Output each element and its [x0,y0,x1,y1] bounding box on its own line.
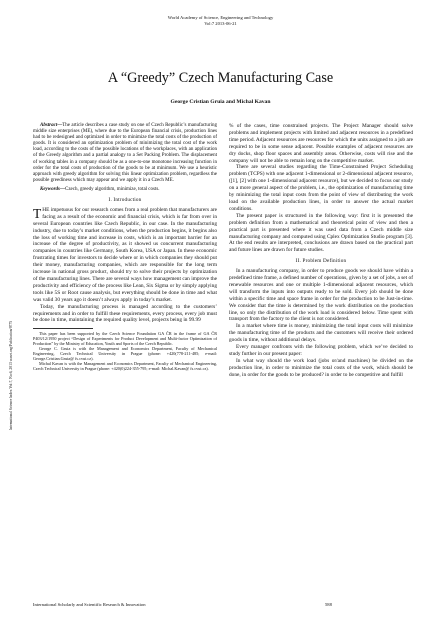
right-column [229,123,413,379]
right-paragraph-3: The present paper is structured in the following way: first it is presented the problem definition from a mathematical and theoretical point of view and then a practical part is presented where it was used data from a Czech middle size manufacturing company and computed using Cplex Optimization Studio program [3]. At the end results are interpreted, conclusions are drawn based on the practical part and future lines are drawn for future studies. [229,212,413,254]
abstract-label: Abstract— [40,123,63,128]
abstract-text: The article describes a case study on one of Czech Republic’s manufacturing middle size enterprises (ME), where due to the European financial crisis, production lines had to be redesigned and optimized in order to minimize the total costs of the production of goods. It is considered an optimization problem of minimizing the total cost of the work load, according to the costs of the possible locations of the workplaces, with an application of the Greedy algorithm and a partial analogy to a Set Packing Problem. The displacement of working tables in a company should be as a one-to-one monotone increasing function in order for the total costs of production of the goods to be at minimum. We use a heuristic approach with greedy algorithm for solving this linear optimization problem, regardless the possible greediness which may appear and we apply it in a Czech ME. [33,123,217,183]
intro-paragraph-2: Today, the manufacturing process is managed according to the customers’ requirements and in order to fulfill these requirements, every process, every job must be done in time, maintaining the required quality level, projects being in 99.99 [33,303,217,324]
left-column [33,123,217,371]
right-paragraph-5: In a market where time is money, minimizing the total input costs will minimize the manufacturing time of the products and the customers will receive their ordered goods in time, without additional delays. [229,323,413,344]
footnote-rule [33,328,93,329]
footnote-funding: This paper has been supported by the Czech Science Foundation GA ČR in the frame of GA ČR P403/12/1950 project “Design of Experiments for Product Development and Multi-factor Optimization of Production” by the Ministry of Education, Youth and Sports of the Czech Republic. [33,331,217,347]
right-paragraph-6: Every manager confronts with the following problem, which we’ve decided to study further in our present paper: [229,344,413,357]
keywords-text: Czech, greedy algorithm, minimize, total costs. [65,186,160,192]
right-paragraph-4: In a manufacturing company, in order to produce goods we should have within a predefined time frame, a defined number of operations, given by a set of jobs, a set of renewable resources and one or multiple 1-dimensional adjacent resources, which will transform the inputs into outputs ready to be sold. Every job should be done within a specific time and space frame in order for the production to be Just-in-time. We consider that the time is determined by the work distribution on the production line, so only the distribution of the work load is considered below. Time spent with transport from the factory to the client is not considered. [229,268,413,323]
keywords-label: Keywords— [40,186,65,192]
paper-authors: George Cristian Gruia and Michal Kavan [170,99,271,105]
section-heading-introduction: I. Introduction [108,197,142,204]
paper-title: A “Greedy” Czech Manufacturing Case [107,70,334,86]
journal-volume: Vol:7 2013-06-21 [204,21,237,27]
footer-publisher: International Scholarly and Scientific Research & Innovation [33,602,146,607]
right-paragraph-2: There are several studies regarding the Time-Constrained Project Scheduling problem (TCPS) with one adjacent 1-dimensional or 2-dimensional adjacent resource, ([1], [2] with one 1-dimensional adjacent resource), but we decided to focus our study on a more general aspect of the problem, i.e., the optimization of manufacturing time by minimizing the total input costs from the point of view of distributing the work load on the available production lines, in order to answer the actual market conditions. [229,164,414,212]
journal-name: World Academy of Science, Engineering and Technology [167,15,274,20]
journal-header [0,15,441,27]
keywords [33,187,217,193]
abstract [33,123,217,184]
footnote-author-1: George C. Gruia is with the Management and Economics Department, Faculty of Mechanical Engineering, Czech Technical University in Prague (phone: +420(778-211-485; e-mail: George.Cristian.Gruia@ fs.cvut.cz). [33,346,217,362]
intro-paragraph-1 [33,207,217,304]
intro-paragraph-1-text: HE impetuous for our research comes from a real problem that manufacturers are facing as a result of the economic and financial crisis, which is far from over in several European countries like Czech Republic, in our case. In the manufacturing industry, due to today’s market conditions, when the production begins, it begins also the loss of working time and increase in costs, which is an important barrier for an increase of the degree of productivity, as it showed us concurrent manufacturing companies in countries like Germany, South Korea, USA or Japan. In these economic frustrating times for investors to decide where or in which companies they should put their money, manufacturing companies, which are responsible for the long term increase in national gross product, should try to solve their projects by optimization of the manufacturing lines. There are several ways how management can improve the productivity and efficiency of the process like Lean, Six Sigma or by simply applying tools like 5S or Root cause analysis, but everything should be done in time and what was valid 30 years ago it doesn’t always apply in today’s market. [33,206,217,303]
footer-page-number: 588 [325,602,332,607]
footnotes [33,331,217,371]
footnote-author-2: Michal Kavan is with the Management and Economics Department, Faculty of Mechanical Engineering, Czech Technical University in Prague (phone: +420(0)224-355-795; e-mail: Michal.Kavan@ fs.cvut.cz). [33,361,217,372]
side-note-text: International Science Index Vol:7, No:6, 2013 waset.org/Publication/9775 [9,320,13,430]
section-heading-problem-definition: II. Problem Definition [295,258,347,265]
right-paragraph-7: In what way should the work load (jobs or/and machines) be divided on the production line, in order to minimize the total costs of the work, which should be done, in order for the goods to be produced? in order to be competitive and fulfill [229,357,413,378]
right-paragraph-1: % of the cases, time constrained projects. The Project Manager should solve problems and implement projects with limited and adjacent resources in a predefined time period. Adjacent resources are resources for which the units assigned to a job are required to be in some sense adjacent. Possible examples of adjacent resources are dry docks, shop floor spaces and assembly areas. Otherwise, costs will rise and the company will not be able to remain long on the competitive market. [229,123,413,164]
drop-cap: T [33,205,42,221]
side-margin-note [6,190,13,430]
